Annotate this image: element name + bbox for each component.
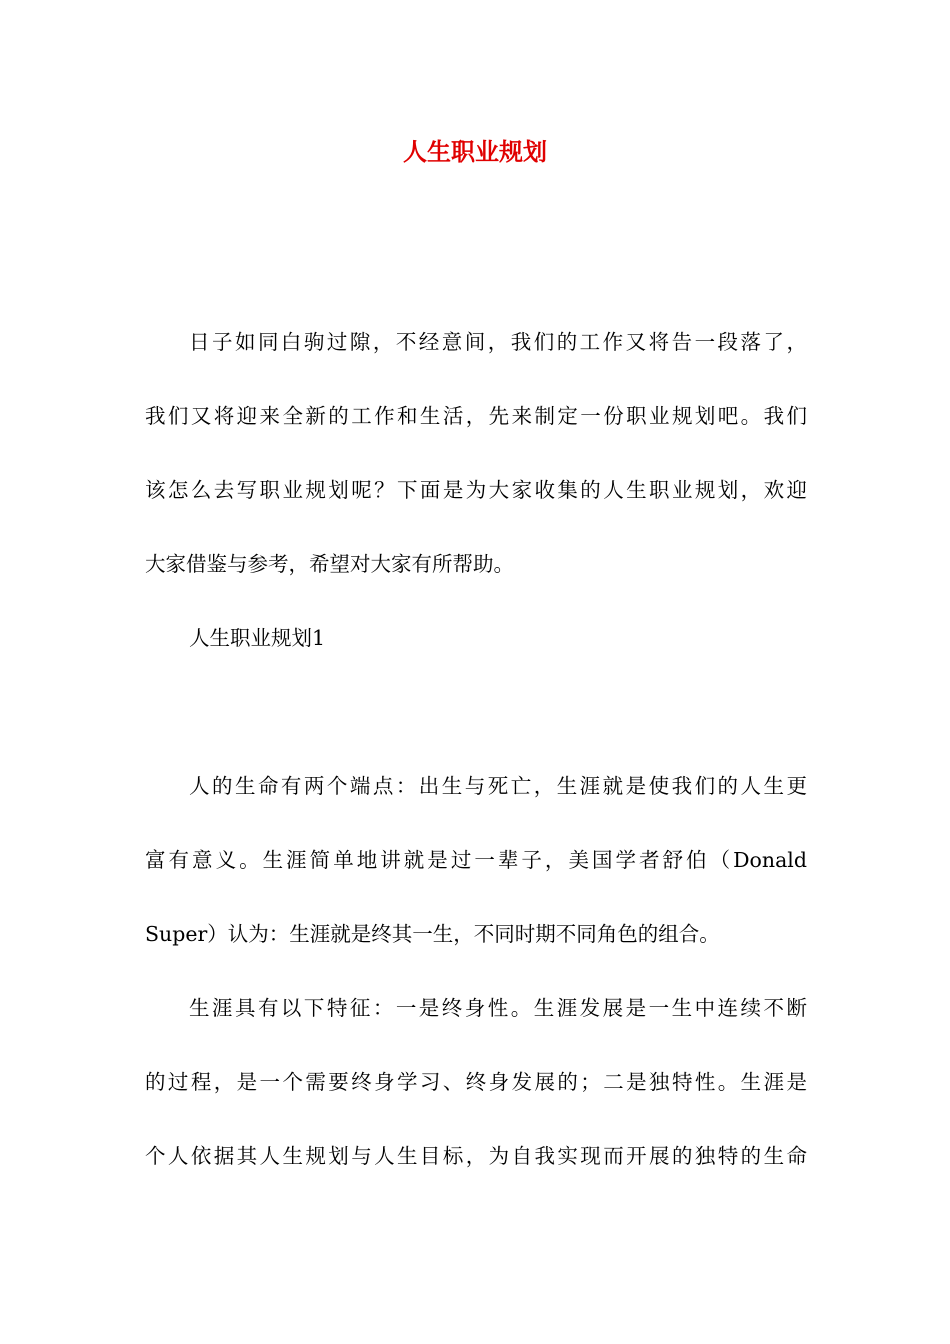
section-heading-text: 人生职业规划1 [189, 626, 326, 650]
section-paragraph-2 [145, 971, 807, 1193]
paragraph-line: 大家借鉴与参考，希望对大家有所帮助。 [145, 552, 514, 576]
paragraph-line: Super）认为：生涯就是终其一生，不同时期不同角色的组合。 [145, 922, 720, 946]
document-title: 人生职业规划 [403, 138, 547, 166]
paragraph-line: 个人依据其人生规划与人生目标，为自我实现而开展的独特的生命 [145, 1144, 807, 1168]
section-paragraph-1 [145, 749, 807, 971]
paragraph-line: 生涯具有以下特征：一是终身性。生涯发展是一生中连续不断 [189, 996, 807, 1020]
paragraph-line: 日子如同白驹过隙，不经意间，我们的工作又将告一段落了， [189, 330, 807, 354]
paragraph-line: 富有意义。生涯简单地讲就是过一辈子，美国学者舒伯（Donald [145, 848, 807, 872]
paragraph-line: 我们又将迎来全新的工作和生活，先来制定一份职业规划吧。我们 [145, 404, 807, 428]
paragraph-line: 该怎么去写职业规划呢？下面是为大家收集的人生职业规划，欢迎 [145, 478, 807, 502]
paragraph-line: 的过程，是一个需要终身学习、终身发展的；二是独特性。生涯是 [145, 1070, 807, 1094]
section-heading [145, 601, 807, 675]
intro-paragraph [145, 305, 807, 601]
paragraph-line: 人的生命有两个端点：出生与死亡，生涯就是使我们的人生更 [189, 774, 807, 798]
